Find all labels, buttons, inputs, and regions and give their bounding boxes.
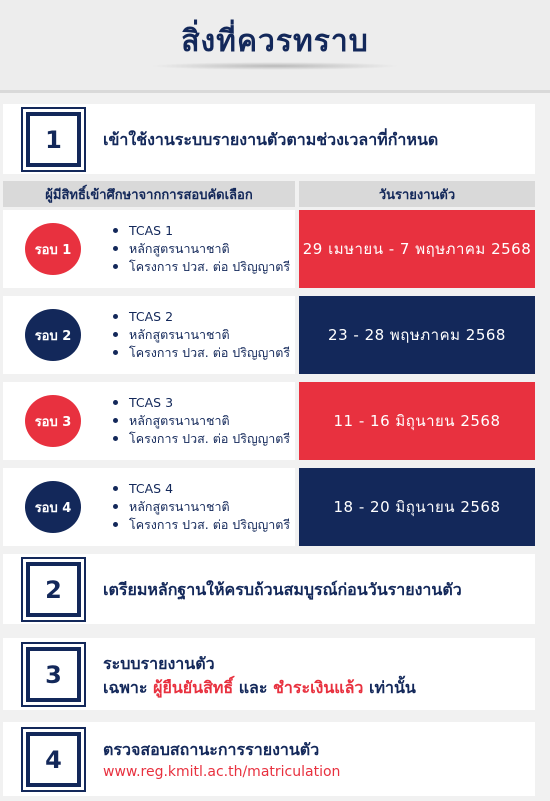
step-3-suffix: เท่านั้น xyxy=(368,678,416,697)
step-1-number: 1 xyxy=(26,112,81,167)
round-3-badge: รอบ 3 xyxy=(25,395,81,447)
step-3-prefix: เฉพาะ xyxy=(103,678,148,697)
header xyxy=(0,0,550,92)
round-3-date: 11 - 16 มิถุนายน 2568 xyxy=(299,382,535,460)
round-2-date: 23 - 28 พฤษภาคม 2568 xyxy=(299,296,535,374)
step-2-text: เตรียมหลักฐานให้ครบถ้วนสมบูรณ์ก่อนวันรายงานตัว xyxy=(103,580,462,599)
round-2-badge: รอบ 2 xyxy=(25,309,81,361)
round-4-list xyxy=(113,480,290,534)
step-3-highlight-paid: ชำระเงินแล้ว xyxy=(273,678,364,697)
list-item: โครงการ ปวส. ต่อ ปริญญาตรี xyxy=(113,430,290,448)
step-3-highlight-confirmed: ผู้ยืนยันสิทธิ์ xyxy=(153,678,234,697)
step-1-card xyxy=(3,104,535,174)
list-item: TCAS 3 xyxy=(113,394,290,412)
step-2-number: 2 xyxy=(26,562,81,617)
step-1-text: เข้าใช้งานระบบรายงานตัวตามช่วงเวลาที่กำหนด xyxy=(103,130,439,149)
round-row-1 xyxy=(3,210,535,288)
step-3-and: และ xyxy=(238,678,268,697)
table-header-date: วันรายงานตัว xyxy=(299,181,535,207)
list-item: TCAS 2 xyxy=(113,308,290,326)
round-row-4 xyxy=(3,468,535,546)
list-item: โครงการ ปวส. ต่อ ปริญญาตรี xyxy=(113,344,290,362)
list-item: TCAS 4 xyxy=(113,480,290,498)
matriculation-link[interactable]: www.reg.kmitl.ac.th/matriculation xyxy=(103,764,341,780)
step-4-text: ตรวจสอบสถานะการรายงานตัว xyxy=(103,740,320,759)
list-item: TCAS 1 xyxy=(113,222,290,240)
round-3-info xyxy=(3,382,295,460)
round-4-info xyxy=(3,468,295,546)
round-row-2 xyxy=(3,296,535,374)
list-item: โครงการ ปวส. ต่อ ปริญญาตรี xyxy=(113,258,290,276)
title-shadow xyxy=(150,62,400,70)
step-3-line1: ระบบรายงานตัว xyxy=(103,654,215,673)
step-3-number: 3 xyxy=(26,647,81,702)
round-2-list xyxy=(113,308,290,362)
step-4-number: 4 xyxy=(26,732,81,787)
step-3-line2 xyxy=(103,676,416,701)
list-item: หลักสูตรนานาชาติ xyxy=(113,240,290,258)
round-row-3 xyxy=(3,382,535,460)
round-1-date: 29 เมษายน - 7 พฤษภาคม 2568 xyxy=(299,210,535,288)
round-1-list xyxy=(113,222,290,276)
round-3-list xyxy=(113,394,290,448)
round-4-date: 18 - 20 มิถุนายน 2568 xyxy=(299,468,535,546)
step-3-card xyxy=(3,638,535,710)
list-item: โครงการ ปวส. ต่อ ปริญญาตรี xyxy=(113,516,290,534)
list-item: หลักสูตรนานาชาติ xyxy=(113,326,290,344)
round-4-badge: รอบ 4 xyxy=(25,481,81,533)
list-item: หลักสูตรนานาชาติ xyxy=(113,412,290,430)
page-title: สิ่งที่ควรทราบ xyxy=(181,24,369,59)
table-header-eligible: ผู้มีสิทธิ์เข้าศึกษาจากการสอบคัดเลือก xyxy=(3,181,295,207)
round-1-info xyxy=(3,210,295,288)
round-1-badge: รอบ 1 xyxy=(25,223,81,275)
step-4-card xyxy=(3,722,535,796)
list-item: หลักสูตรนานาชาติ xyxy=(113,498,290,516)
step-2-card xyxy=(3,554,535,624)
round-2-info xyxy=(3,296,295,374)
